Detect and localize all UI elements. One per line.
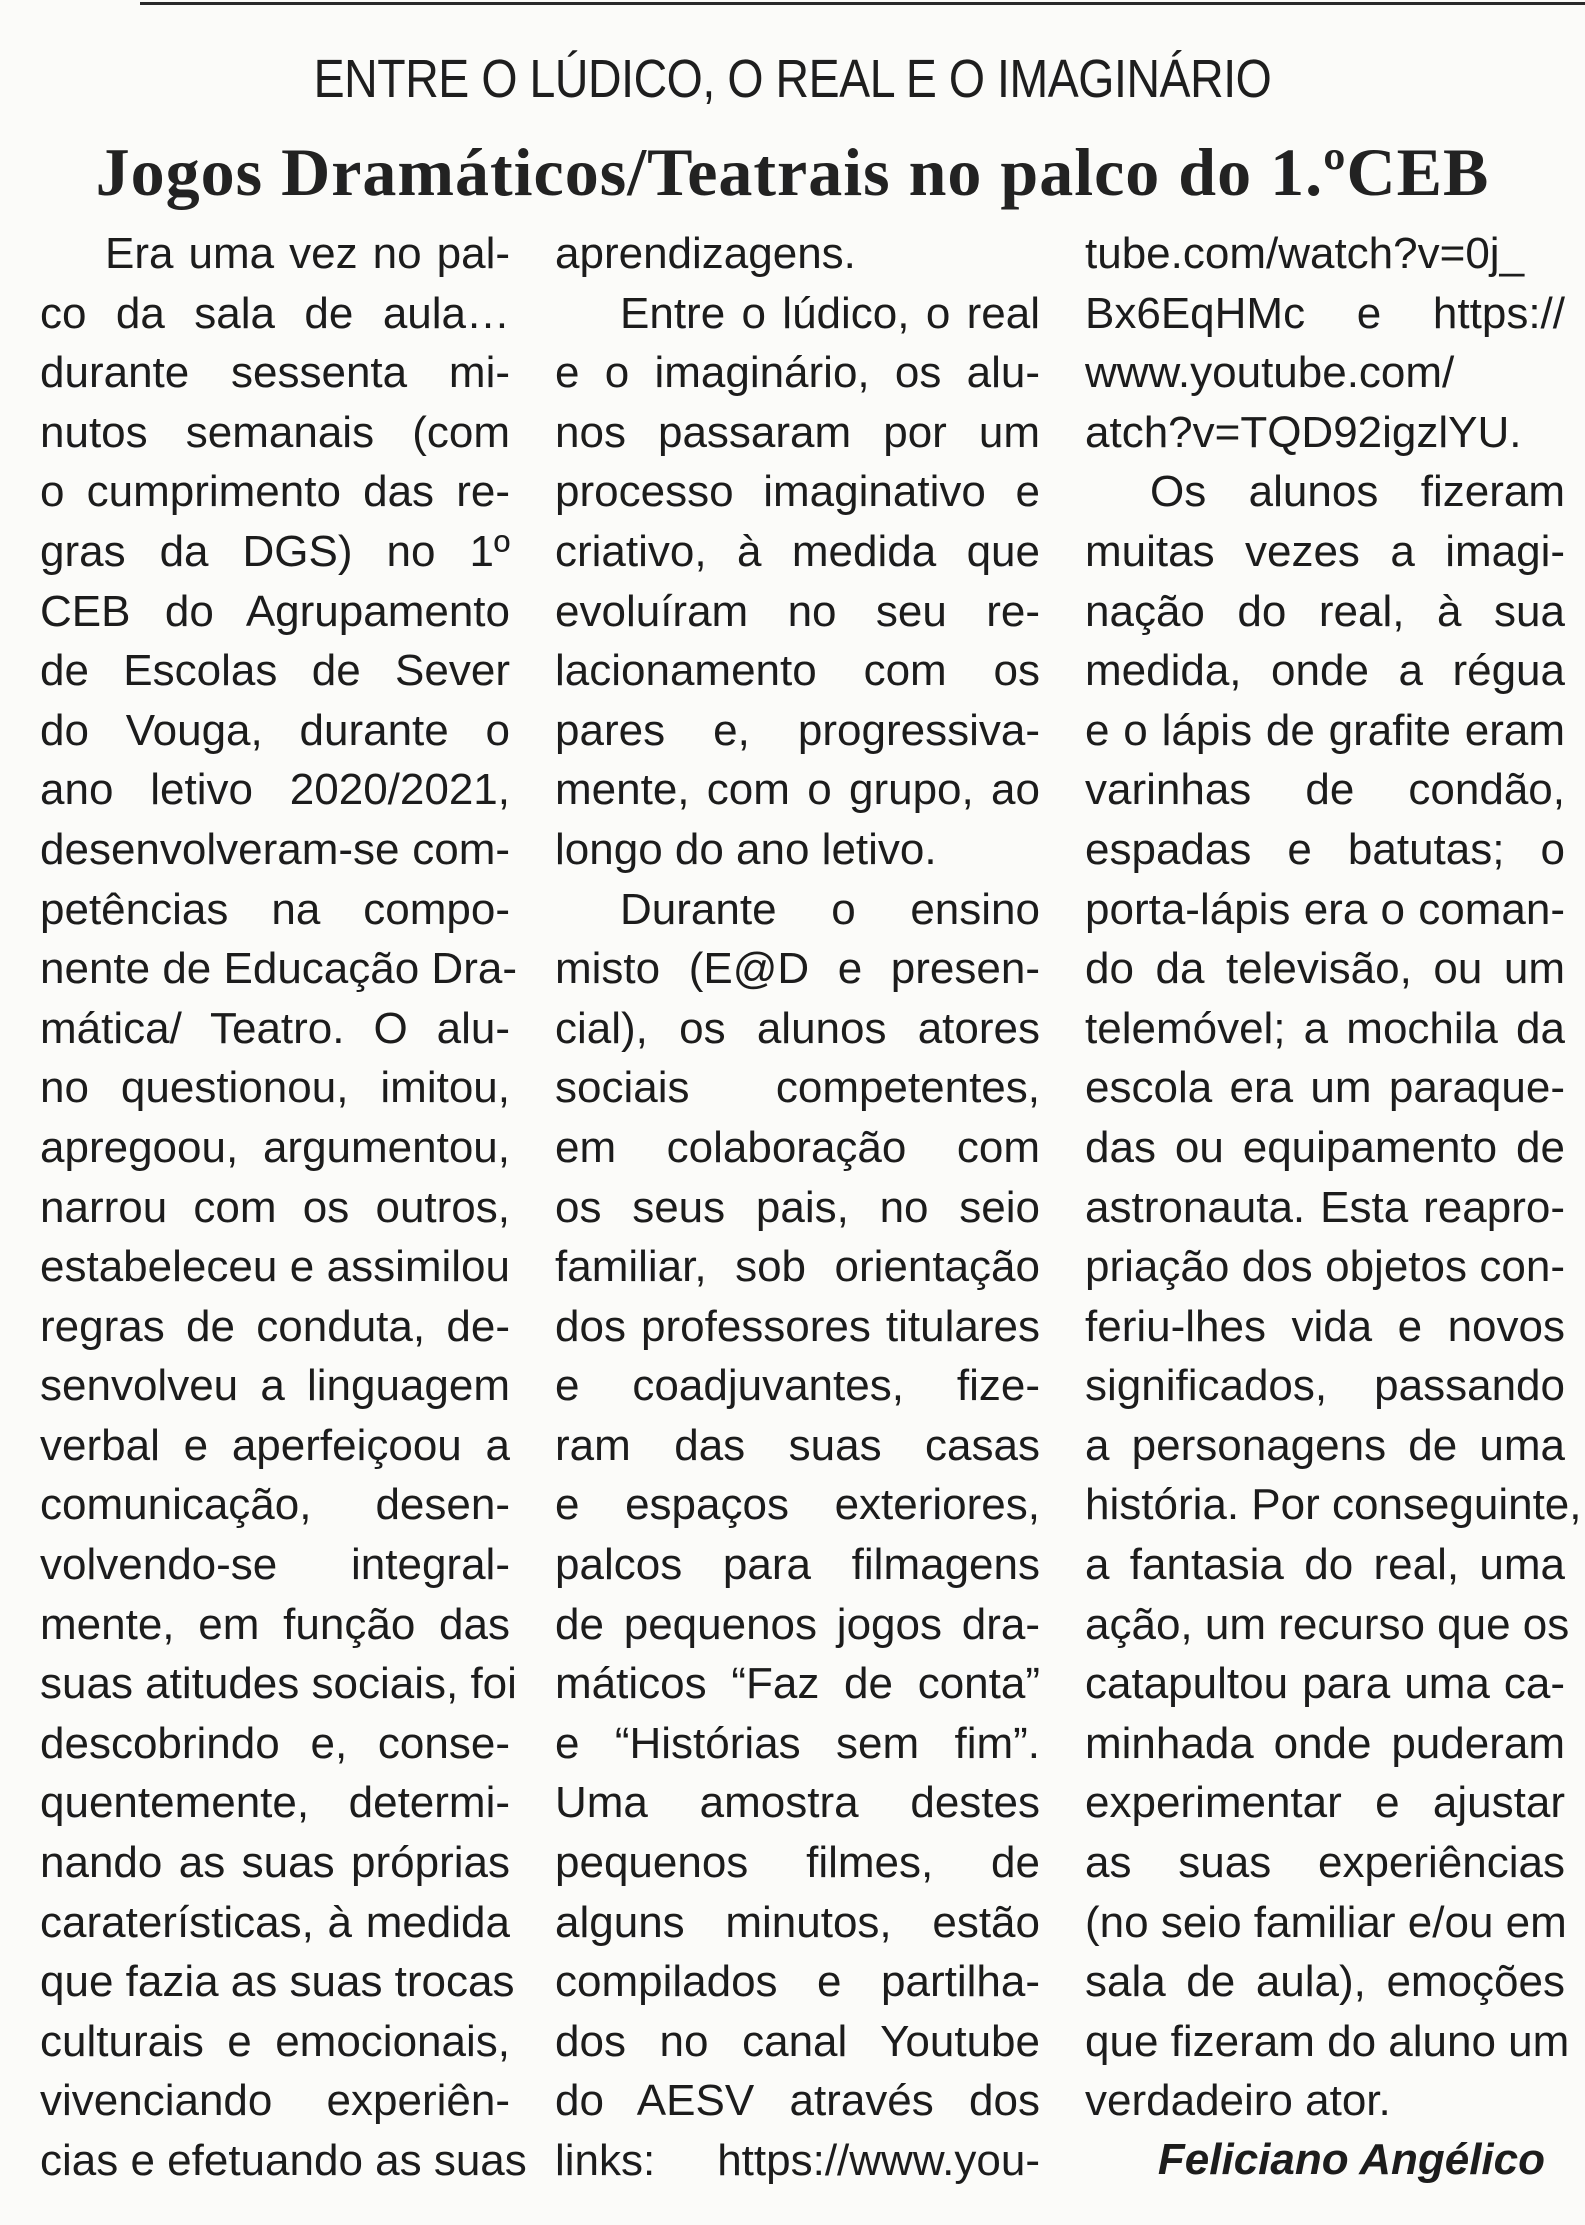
text-line: Os alunos fizeram — [1150, 467, 1565, 517]
text-line: lacionamento com os — [555, 646, 1040, 696]
text-line: porta-lápis era o coman- — [1085, 884, 1565, 934]
text-line: sociais competentes, — [555, 1063, 1040, 1113]
text-line: processo imaginativo e — [555, 467, 1040, 517]
text-line: do AESV através dos — [555, 2076, 1040, 2126]
text-line: do da televisão, ou um — [1085, 944, 1565, 994]
text-line: o cumprimento das re- — [40, 467, 510, 517]
text-line: nação do real, à sua — [1085, 586, 1565, 636]
text-line: palcos para filmagens — [555, 1540, 1040, 1590]
text-line: muitas vezes a imagi- — [1085, 526, 1565, 576]
text-line: CEB do Agrupamento — [40, 586, 510, 636]
text-line: verdadeiro ator. — [1085, 2076, 1391, 2126]
text-line: catapultou para uma ca- — [1085, 1659, 1565, 1709]
text-line: co da sala de aula… — [40, 288, 510, 338]
text-line: caraterísticas, à medida — [40, 1897, 510, 1947]
text-line: espadas e batutas; o — [1085, 824, 1565, 874]
text-line: sala de aula), emoções — [1085, 1957, 1565, 2007]
text-line: Era uma vez no pal- — [105, 229, 510, 278]
text-line: misto (E@D e presen- — [555, 944, 1040, 994]
text-line: petências na compo- — [40, 884, 510, 934]
text-line: vivenciando experiên- — [40, 2076, 510, 2126]
text-line: os seus pais, no seio — [555, 1182, 1040, 1232]
article-byline: Feliciano Angélico — [1157, 2135, 1545, 2184]
text-line: suas atitudes sociais, foi — [40, 1659, 517, 1709]
text-line: significados, passando — [1085, 1361, 1565, 1411]
text-line: história. Por conseguinte, — [1085, 1480, 1582, 1530]
text-line: senvolveu a linguagem — [40, 1361, 510, 1411]
text-line: telemóvel; a mochila da — [1085, 1003, 1565, 1053]
text-line: e o lápis de grafite eram — [1085, 705, 1565, 755]
text-line: dos professores titulares — [555, 1301, 1040, 1351]
text-line: e espaços exteriores, — [555, 1480, 1040, 1530]
text-line: medida, onde a régua — [1085, 646, 1565, 696]
text-line: compilados e partilha- — [555, 1957, 1040, 2007]
text-line: das ou equipamento de — [1085, 1122, 1565, 1172]
text-line: e coadjuvantes, fize- — [555, 1361, 1040, 1411]
text-line: verbal e aperfeiçoou a — [40, 1420, 510, 1470]
text-line: regras de conduta, de- — [40, 1301, 510, 1351]
text-line: ação, um recurso que os — [1085, 1599, 1570, 1649]
text-line: ram das suas casas — [555, 1420, 1040, 1470]
text-line: nente de Educação Dra- — [40, 944, 517, 994]
text-line: varinhas de condão, — [1085, 765, 1565, 815]
text-line: escola era um paraque- — [1085, 1063, 1565, 1113]
text-line: atch?v=TQD92igzlYU. — [1085, 407, 1522, 457]
text-line: descobrindo e, conse- — [40, 1718, 510, 1768]
text-line: de pequenos jogos dra- — [555, 1599, 1040, 1649]
text-line: aprendizagens. — [555, 229, 856, 278]
text-line: links: https://www.you- — [555, 2136, 1040, 2185]
text-line: em colaboração com — [555, 1122, 1040, 1172]
text-line: longo do ano letivo. — [555, 824, 937, 874]
text-line: a fantasia do real, uma — [1085, 1540, 1565, 1590]
article-kicker: ENTRE O LÚDICO, O REAL E O IMAGINÁRIO — [313, 49, 1272, 109]
text-line: cial), os alunos atores — [555, 1003, 1040, 1053]
text-line: narrou com os outros, — [40, 1182, 510, 1232]
text-line: criativo, à medida que — [555, 526, 1040, 576]
text-line: familiar, sob orientação — [555, 1242, 1040, 1292]
text-line: quentemente, determi- — [40, 1778, 510, 1828]
text-line: e “Histórias sem fim”. — [555, 1718, 1040, 1768]
text-line: tube.com/watch?v=0j_ — [1085, 229, 1525, 278]
text-line: e o imaginário, os alu- — [555, 348, 1040, 398]
text-line: comunicação, desen- — [40, 1480, 510, 1530]
text-line: as suas experiências — [1085, 1838, 1565, 1888]
article-column-3 — [1085, 224, 1582, 2131]
text-line: Bx6EqHMc e https:// — [1085, 288, 1565, 338]
text-line: durante sessenta mi- — [40, 348, 510, 398]
text-line: que fizeram do aluno um — [1085, 2016, 1570, 2066]
text-line: nos passaram por um — [555, 407, 1040, 457]
text-line: Uma amostra destes — [555, 1778, 1040, 1828]
text-line: nutos semanais (com — [40, 407, 510, 457]
text-line: alguns minutos, estão — [555, 1897, 1040, 1947]
text-line: astronauta. Esta reapro- — [1085, 1182, 1565, 1232]
text-line: mente, com o grupo, ao — [555, 765, 1040, 815]
text-line: no questionou, imitou, — [40, 1063, 510, 1113]
top-rule — [140, 2, 1585, 5]
text-line: feriu-lhes vida e novos — [1085, 1301, 1565, 1351]
article-column-2 — [555, 224, 1040, 2191]
text-line: mente, em função das — [40, 1599, 510, 1649]
text-line: que fazia as suas trocas — [40, 1957, 515, 2007]
text-line: nando as suas próprias — [40, 1838, 510, 1888]
text-line: experimentar e ajustar — [1085, 1778, 1565, 1828]
text-line: ano letivo 2020/2021, — [40, 765, 510, 815]
text-line: priação dos objetos con- — [1085, 1242, 1565, 1292]
text-line: mática/ Teatro. O alu- — [40, 1003, 510, 1053]
article-column-1 — [40, 224, 527, 2191]
text-line: desenvolveram-se com- — [40, 824, 510, 874]
text-line: apregoou, argumentou, — [40, 1122, 510, 1172]
text-line: culturais e emocionais, — [40, 2016, 510, 2066]
text-line: www.youtube.com/ — [1085, 348, 1455, 398]
text-line: Entre o lúdico, o real — [620, 288, 1040, 338]
text-line: pequenos filmes, de — [555, 1838, 1040, 1888]
text-line: máticos “Faz de conta” — [555, 1659, 1040, 1709]
text-line: dos no canal Youtube — [555, 2016, 1040, 2066]
text-line: minhada onde puderam — [1085, 1718, 1565, 1768]
text-line: Durante o ensino — [620, 884, 1040, 934]
text-line: a personagens de uma — [1085, 1420, 1565, 1470]
text-line: volvendo-se integral- — [40, 1540, 510, 1590]
text-line: (no seio familiar e/ou em — [1085, 1897, 1567, 1947]
text-line: estabeleceu e assimilou — [40, 1242, 510, 1292]
text-line: gras da DGS) no 1º — [40, 526, 510, 576]
text-line: de Escolas de Sever — [40, 646, 510, 696]
text-line: do Vouga, durante o — [40, 705, 510, 755]
article-headline: Jogos Dramáticos/Teatrais no palco do 1.ºCEB — [95, 134, 1490, 210]
text-line: evoluíram no seu re- — [555, 586, 1040, 636]
text-line: cias e efetuando as suas — [40, 2136, 527, 2185]
text-line: pares e, progressiva- — [555, 705, 1040, 755]
